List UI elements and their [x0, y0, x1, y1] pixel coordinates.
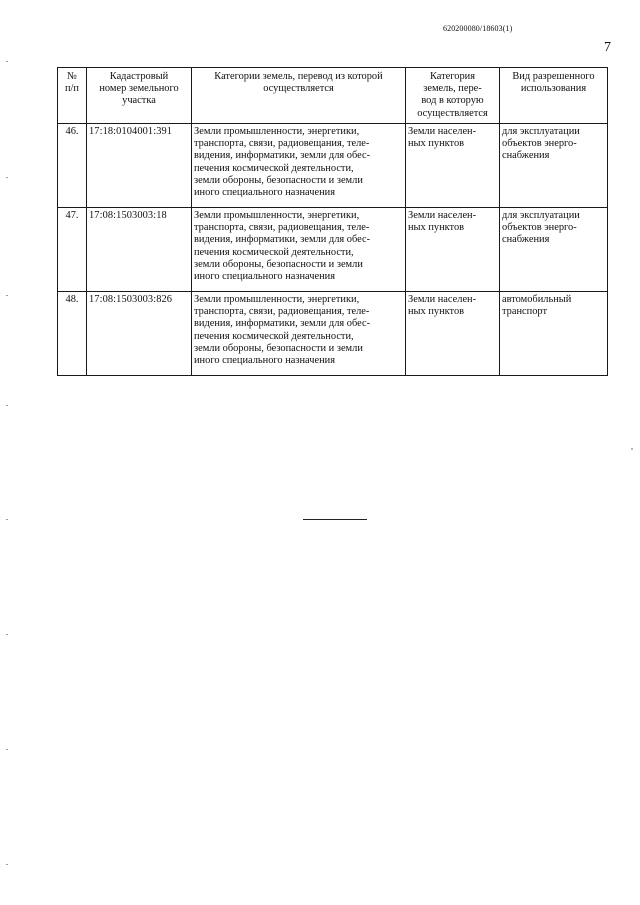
cadastral-number-cell: 17:08:1503003:826	[87, 292, 192, 376]
land-plots-table	[57, 67, 608, 376]
category-to-line: Земли населен-	[408, 294, 477, 305]
category-from-line: видения, информатики, земли для обес-	[194, 318, 371, 330]
category-from-cell	[192, 292, 406, 376]
document-code: 620200080/18603(1)	[443, 24, 513, 33]
permitted-use-line: автомобильный	[502, 294, 572, 305]
page-number: 7	[604, 40, 611, 55]
category-from-cell	[192, 124, 406, 208]
header-line: осуществляется	[417, 107, 488, 119]
category-from-cell	[192, 208, 406, 292]
category-to-cell	[406, 124, 500, 208]
category-from-line: Земли промышленности, энергетики,	[194, 126, 360, 137]
permitted-use-line: снабжения	[502, 150, 550, 162]
category-from-line: Земли промышленности, энергетики,	[194, 210, 360, 221]
col-number-header	[58, 68, 87, 124]
category-from-line: транспорта, связи, радиовещания, теле-	[194, 306, 370, 318]
margin-mark	[6, 519, 8, 520]
row-number-cell: 48.	[58, 292, 87, 376]
header-line: номер земельного	[99, 83, 179, 95]
table-row	[58, 292, 608, 376]
category-from-line: транспорта, связи, радиовещания, теле-	[194, 138, 370, 150]
category-to-line: ных пунктов	[408, 306, 465, 318]
header-line: п/п	[64, 83, 79, 95]
header-line: Вид разрешенного	[512, 71, 595, 82]
header-line: осуществляется	[263, 83, 334, 95]
permitted-use-cell	[500, 124, 608, 208]
category-to-cell	[406, 292, 500, 376]
category-from-line: печения космической деятельности,	[194, 162, 354, 174]
margin-mark	[6, 405, 8, 406]
permitted-use-cell	[500, 292, 608, 376]
margin-mark	[6, 295, 8, 296]
col-category-to-header	[406, 68, 500, 124]
header-line: Категории земель, перевод из которой	[214, 71, 383, 82]
table-header-row	[58, 68, 608, 124]
category-to-line: Земли населен-	[408, 210, 477, 221]
category-from-line: видения, информатики, земли для обес-	[194, 234, 371, 246]
category-from-line: видения, информатики, земли для обес-	[194, 150, 371, 162]
table-row	[58, 208, 608, 292]
category-from-line: иного специального назначения	[194, 271, 335, 283]
category-from-line: транспорта, связи, радиовещания, теле-	[194, 222, 370, 234]
margin-mark	[6, 749, 8, 750]
row-number-cell: 47.	[58, 208, 87, 292]
category-to-cell	[406, 208, 500, 292]
permitted-use-line: для эксплуатации	[502, 126, 580, 137]
margin-mark	[6, 177, 8, 178]
category-from-line: печения космической деятельности,	[194, 246, 354, 258]
table-body	[58, 124, 608, 376]
header-line: участка	[122, 95, 156, 107]
permitted-use-line: объектов энерго-	[502, 138, 577, 150]
margin-mark	[6, 634, 8, 635]
permitted-use-line: транспорт	[502, 306, 548, 318]
category-from-line: печения космической деятельности,	[194, 330, 354, 342]
col-permitted-use-header	[500, 68, 608, 124]
col-cadastral-header	[87, 68, 192, 124]
permitted-use-line: объектов энерго-	[502, 222, 577, 234]
end-of-table-rule	[303, 519, 367, 520]
cadastral-number-cell: 17:08:1503003:18	[87, 208, 192, 292]
header-line: земель, пере-	[423, 83, 482, 95]
header-line: Категория	[429, 71, 476, 82]
row-number-cell: 46.	[58, 124, 87, 208]
category-from-line: Земли промышленности, энергетики,	[194, 294, 360, 305]
scan-speck	[631, 448, 633, 450]
header-line: вод в которую	[421, 95, 484, 107]
table-row	[58, 124, 608, 208]
permitted-use-cell	[500, 208, 608, 292]
category-from-line: земли обороны, безопасности и земли	[194, 342, 363, 354]
margin-mark	[6, 864, 8, 865]
margin-mark	[6, 61, 8, 62]
category-from-line: иного специального назначения	[194, 355, 335, 367]
category-to-line: Земли населен-	[408, 126, 477, 137]
category-from-line: иного специального назначения	[194, 187, 335, 199]
header-line: Кадастровый	[109, 71, 169, 82]
category-to-line: ных пунктов	[408, 138, 465, 150]
cadastral-number-cell: 17:18:0104001:391	[87, 124, 192, 208]
permitted-use-line: для эксплуатации	[502, 210, 580, 221]
category-from-line: земли обороны, безопасности и земли	[194, 174, 363, 186]
category-from-line: земли обороны, безопасности и земли	[194, 258, 363, 270]
category-to-line: ных пунктов	[408, 222, 465, 234]
header-line: использования	[520, 83, 587, 95]
permitted-use-line: снабжения	[502, 234, 550, 246]
table-header	[58, 68, 608, 124]
col-category-from-header	[192, 68, 406, 124]
header-line: №	[67, 71, 77, 82]
